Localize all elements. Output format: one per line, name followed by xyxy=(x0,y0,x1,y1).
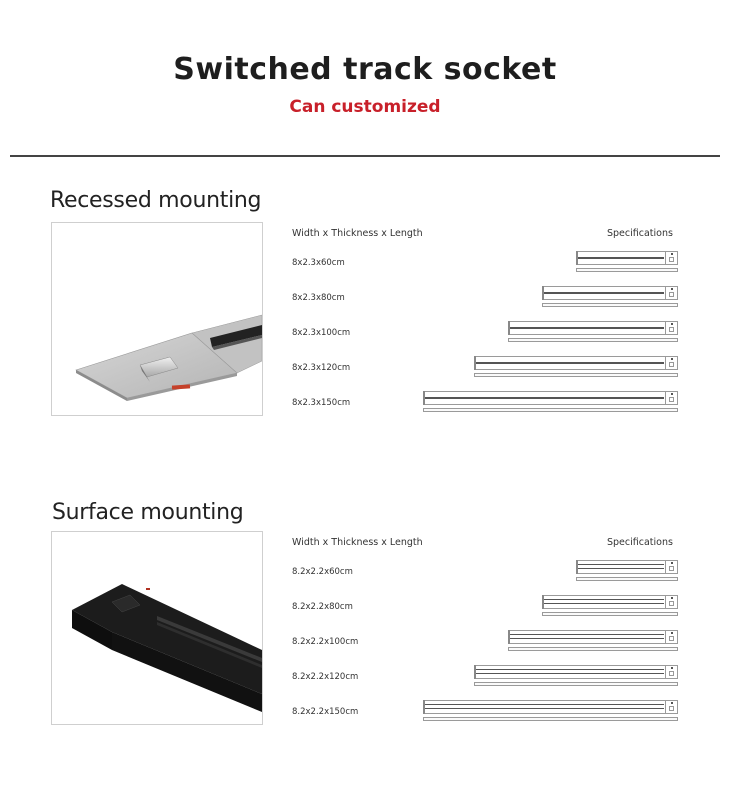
column-header-dimensions: Width x Thickness x Length xyxy=(292,228,423,239)
track-spec-diagram-80cm xyxy=(542,286,678,308)
dimension-label: 8x2.3x60cm xyxy=(292,258,345,268)
dimension-label: 8.2x2.2x60cm xyxy=(292,567,353,577)
track-spec-diagram-150cm xyxy=(423,700,678,722)
page-title: Switched track socket xyxy=(173,52,557,87)
column-header-dimensions: Width x Thickness x Length xyxy=(292,537,423,548)
dimension-label: 8x2.3x120cm xyxy=(292,363,351,373)
dimension-label: 8x2.3x80cm xyxy=(292,293,345,303)
page-subtitle: Can customized xyxy=(289,97,441,117)
column-header-specifications: Specifications xyxy=(607,228,673,239)
dimension-label: 8.2x2.2x120cm xyxy=(292,672,359,682)
dimension-label: 8x2.3x100cm xyxy=(292,328,351,338)
dimension-label: 8x2.3x150cm xyxy=(292,398,351,408)
black-track-socket-illustration xyxy=(52,532,262,724)
column-header-specifications: Specifications xyxy=(607,537,673,548)
silver-track-socket-illustration xyxy=(52,223,262,415)
dimension-label: 8.2x2.2x150cm xyxy=(292,707,359,717)
track-spec-diagram-120cm xyxy=(474,665,678,687)
surface-product-photo xyxy=(51,531,263,725)
track-spec-diagram-150cm xyxy=(423,391,678,413)
track-spec-diagram-120cm xyxy=(474,356,678,378)
track-spec-diagram-60cm xyxy=(576,560,678,582)
track-spec-diagram-80cm xyxy=(542,595,678,617)
header-divider xyxy=(10,155,720,157)
track-spec-diagram-100cm xyxy=(508,630,678,652)
recessed-product-photo xyxy=(51,222,263,416)
section-heading-recessed: Recessed mounting xyxy=(50,188,262,213)
track-spec-diagram-60cm xyxy=(576,251,678,273)
track-spec-diagram-100cm xyxy=(508,321,678,343)
section-heading-surface: Surface mounting xyxy=(52,500,244,525)
dimension-label: 8.2x2.2x80cm xyxy=(292,602,353,612)
dimension-label: 8.2x2.2x100cm xyxy=(292,637,359,647)
